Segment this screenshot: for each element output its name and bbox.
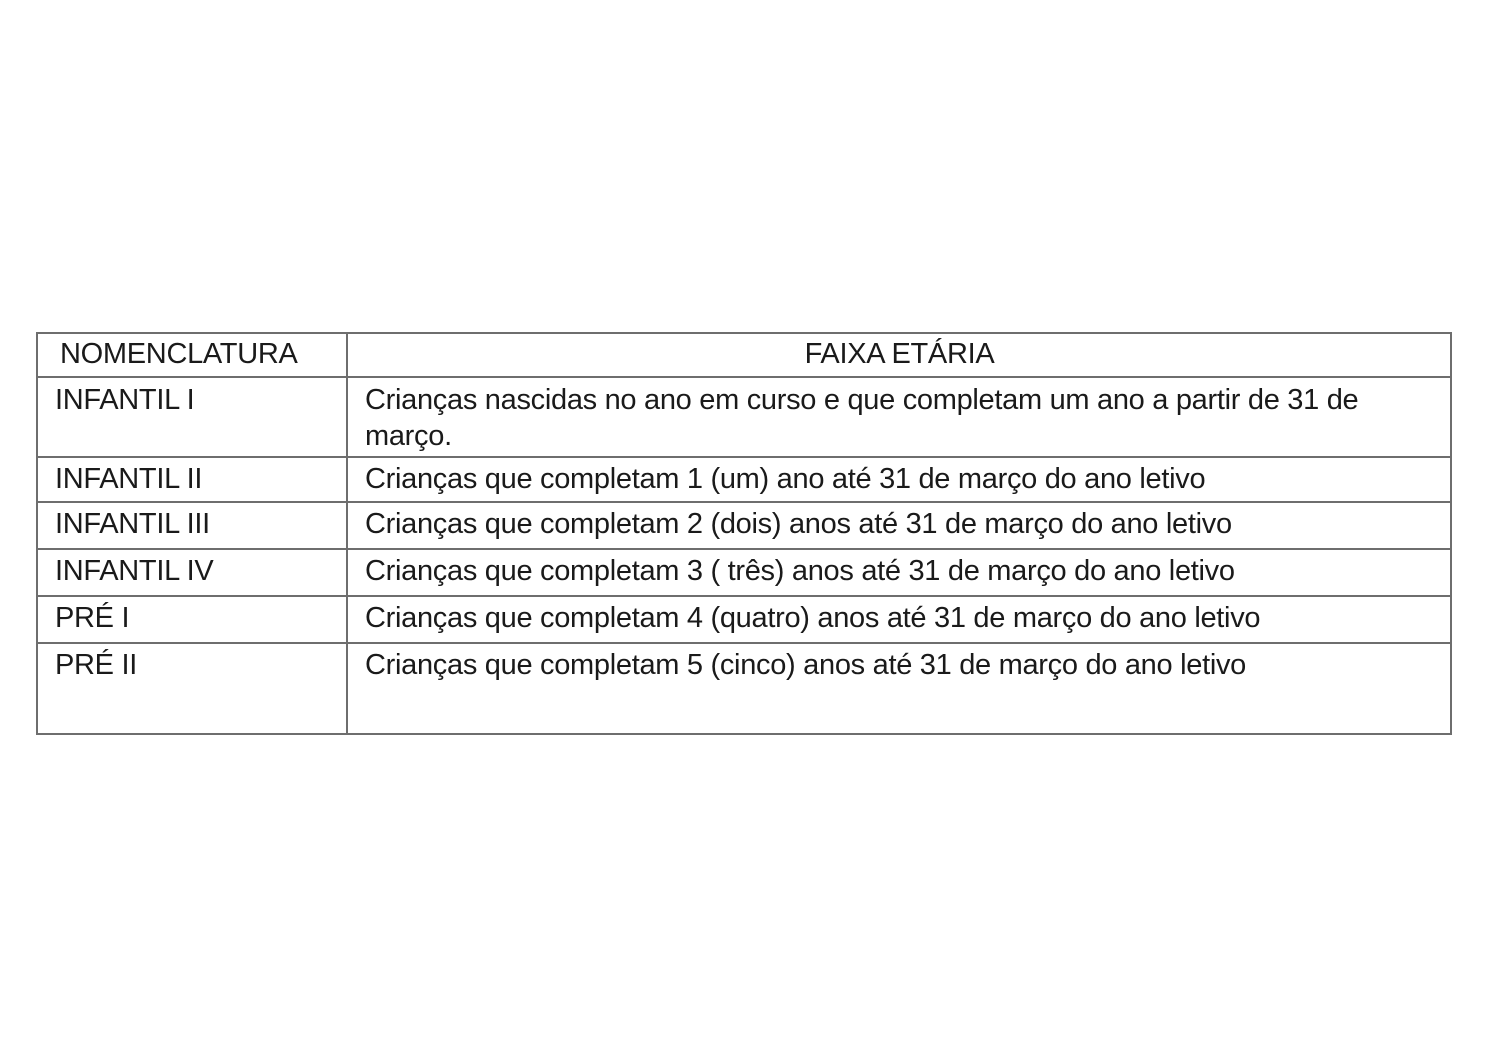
row-faixa-etaria: Crianças que completam 2 (dois) anos até 31 de março do ano letivo bbox=[347, 502, 1451, 549]
row-faixa-etaria: Crianças que completam 5 (cinco) anos até 31 de março do ano letivo bbox=[347, 643, 1451, 734]
table-row bbox=[37, 596, 1451, 643]
row-faixa-etaria: Crianças que completam 4 (quatro) anos até 31 de março do ano letivo bbox=[347, 596, 1451, 643]
row-faixa-etaria: Crianças nascidas no ano em curso e que completam um ano a partir de 31 de março. bbox=[347, 377, 1451, 457]
header-nomenclatura: NOMENCLATURA bbox=[37, 333, 347, 377]
row-nomenclatura: INFANTIL I bbox=[37, 377, 347, 457]
row-faixa-etaria: Crianças que completam 1 (um) ano até 31 de março do ano letivo bbox=[347, 457, 1451, 502]
row-nomenclatura: INFANTIL II bbox=[37, 457, 347, 502]
table-row bbox=[37, 502, 1451, 549]
table-row bbox=[37, 643, 1451, 734]
row-nomenclatura: INFANTIL IV bbox=[37, 549, 347, 596]
table-row bbox=[37, 549, 1451, 596]
row-nomenclatura: INFANTIL III bbox=[37, 502, 347, 549]
table-row bbox=[37, 377, 1451, 457]
age-range-table bbox=[36, 332, 1452, 735]
table-row bbox=[37, 457, 1451, 502]
row-faixa-etaria: Crianças que completam 3 ( três) anos até 31 de março do ano letivo bbox=[347, 549, 1451, 596]
row-nomenclatura: PRÉ I bbox=[37, 596, 347, 643]
header-faixa-etaria: FAIXA ETÁRIA bbox=[347, 333, 1451, 377]
table-header-row bbox=[37, 333, 1451, 377]
row-nomenclatura: PRÉ II bbox=[37, 643, 347, 734]
